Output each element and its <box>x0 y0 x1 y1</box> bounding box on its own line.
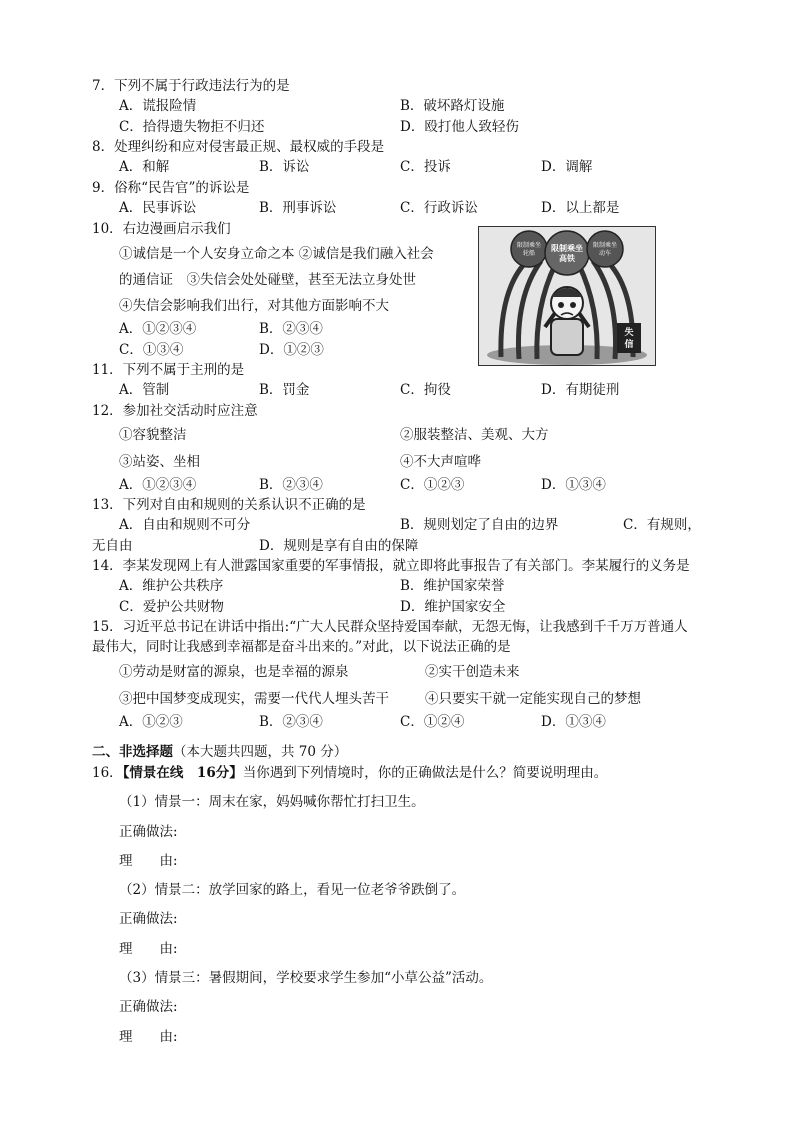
q9-option-a: A．民事诉讼 <box>119 200 197 216</box>
q10-option-c: C．①③④ <box>119 342 184 358</box>
scene-2-answer-label: 正确做法: <box>119 911 178 927</box>
section-2-title: 二、非选择题 <box>92 744 173 760</box>
q16-text: 当你遇到下列情境时，你的正确做法是什么？简要说明理由。 <box>242 765 608 781</box>
q15-option-d: D．①③④ <box>541 714 606 730</box>
scene-2-label: （2）情景二：放学回家的路上，看见一位老爷爷跌倒了。 <box>119 882 466 898</box>
question-11: 11．下列不属于主刑的是 <box>92 362 245 378</box>
q15-option-b: B．②③④ <box>259 714 323 730</box>
q10-statement-line: 的通信证 ③失信会处处碰壁，甚至无法立身处世 <box>119 272 416 288</box>
sign-highspeed-text: 限制乘坐高铁 <box>551 244 583 263</box>
question-12: 12．参加社交活动时应注意 <box>92 403 258 419</box>
q10-option-a: A．①②③④ <box>119 321 197 337</box>
q12-option-a: A．①②③④ <box>119 477 197 493</box>
scene-3-reason-label: 理 由: <box>119 1029 178 1045</box>
dishonesty-cartoon <box>478 226 656 366</box>
q13-option-a: A．自由和规则不可分 <box>119 517 251 533</box>
q15-option-a: A．①②③ <box>119 714 183 730</box>
q10-option-d: D．①②③ <box>259 342 324 358</box>
sign-bullet-train-text: 限制乘坐动车 <box>592 242 618 257</box>
scene-1-reason-label: 理 由: <box>119 853 178 869</box>
q8-option-b: B．诉讼 <box>259 159 310 175</box>
question-9: 9．俗称“民告官”的诉讼是 <box>92 180 250 196</box>
q15-item-3: ③把中国梦变成现实，需要一代代人埋头苦干 <box>119 691 389 707</box>
q15-item-4: ④只要实干就一定能实现自己的梦想 <box>425 691 641 707</box>
question-8: 8．处理纠纷和应对侵害最正规、最权威的手段是 <box>92 139 385 155</box>
question-15-continued: 最伟大，同时让我感到幸福都是奋斗出来的。”对此，以下说法正确的是 <box>92 639 511 655</box>
q10-statement-line: ④失信会影响我们出行，对其他方面影响不大 <box>119 298 389 314</box>
q13-option-c-continued: 无自由 <box>92 538 133 554</box>
question-10: 10．右边漫画启示我们 <box>92 221 231 237</box>
q16-number: 16． <box>92 765 123 781</box>
section-2-heading <box>92 743 347 761</box>
scene-2-reason-label: 理 由: <box>119 941 178 957</box>
q11-option-c: C．拘役 <box>400 382 451 398</box>
cartoon-drawing <box>479 227 655 365</box>
section-2-note: （本大题共四题，共 70 分） <box>173 744 348 760</box>
q15-option-c: C．①②④ <box>400 714 465 730</box>
q12-item-3: ③站姿、坐相 <box>119 454 200 470</box>
q12-option-b: B．②③④ <box>259 477 323 493</box>
q9-option-b: B．刑事诉讼 <box>259 200 337 216</box>
q14-option-a: A．维护公共秩序 <box>119 578 224 594</box>
q16-bracket: 【情景在线 16分】 <box>122 765 243 781</box>
q9-option-c: C．行政诉讼 <box>400 200 478 216</box>
question-14: 14．李某发现网上有人泄露国家重要的军事情报，就立即将此事报告了有关部门。李某履行的义务是 <box>92 558 690 574</box>
question-16 <box>92 764 607 782</box>
q10-option-b: B．②③④ <box>259 321 323 337</box>
q12-item-1: ①容貌整洁 <box>119 427 187 443</box>
q8-option-a: A．和解 <box>119 159 170 175</box>
scene-1-label: （1）情景一：周末在家，妈妈喊你帮忙打扫卫生。 <box>119 794 425 810</box>
q7-option-b: B．破坏路灯设施 <box>400 98 505 114</box>
question-13: 13．下列对自由和规则的关系认识不正确的是 <box>92 497 366 513</box>
q8-option-c: C．投诉 <box>400 159 451 175</box>
q12-option-d: D．①③④ <box>541 477 606 493</box>
q14-option-b: B．维护国家荣誉 <box>400 578 505 594</box>
q7-option-d: D．殴打他人致轻伤 <box>400 119 519 135</box>
dishonesty-tag: 失信 <box>624 328 634 350</box>
q13-option-d: D．规则是享有自由的保障 <box>259 538 419 554</box>
q12-item-4: ④不大声喧哗 <box>400 454 481 470</box>
q14-option-d: D．维护国家安全 <box>400 599 506 615</box>
q12-option-c: C．①②③ <box>400 477 465 493</box>
q10-statement-line: ①诚信是一个人安身立命之本 ②诚信是我们融入社会 <box>119 246 434 262</box>
q15-item-1: ①劳动是财富的源泉，也是幸福的源泉 <box>119 664 349 680</box>
q15-item-2: ②实干创造未来 <box>425 664 520 680</box>
scene-3-answer-label: 正确做法: <box>119 999 178 1015</box>
q14-option-c: C．爱护公共财物 <box>119 599 224 615</box>
q12-item-2: ②服装整洁、美观、大方 <box>400 427 549 443</box>
scene-1-answer-label: 正确做法: <box>119 824 178 840</box>
question-7: 7．下列不属于行政违法行为的是 <box>92 78 290 94</box>
q7-option-a: A．谎报险情 <box>119 98 197 114</box>
question-15: 15．习近平总书记在讲话中指出:“广大人民群众坚持爱国奉献，无怨无悔，让我感到千千万万普通人 <box>92 619 688 635</box>
q11-option-b: B．罚金 <box>259 382 310 398</box>
q11-option-d: D．有期徒刑 <box>541 382 620 398</box>
q8-option-d: D．调解 <box>541 159 593 175</box>
q7-option-c: C．拾得遗失物拒不归还 <box>119 119 265 135</box>
q11-option-a: A．管制 <box>119 382 170 398</box>
q13-option-b: B．规则划定了自由的边界 <box>400 517 559 533</box>
q9-option-d: D．以上都是 <box>541 200 620 216</box>
scene-3-label: （3）情景三：暑假期间，学校要求学生参加“小草公益”活动。 <box>119 970 493 986</box>
sign-ship-text: 限制乘坐轮船 <box>516 242 542 257</box>
q13-option-c: C．有规则， <box>623 517 701 533</box>
